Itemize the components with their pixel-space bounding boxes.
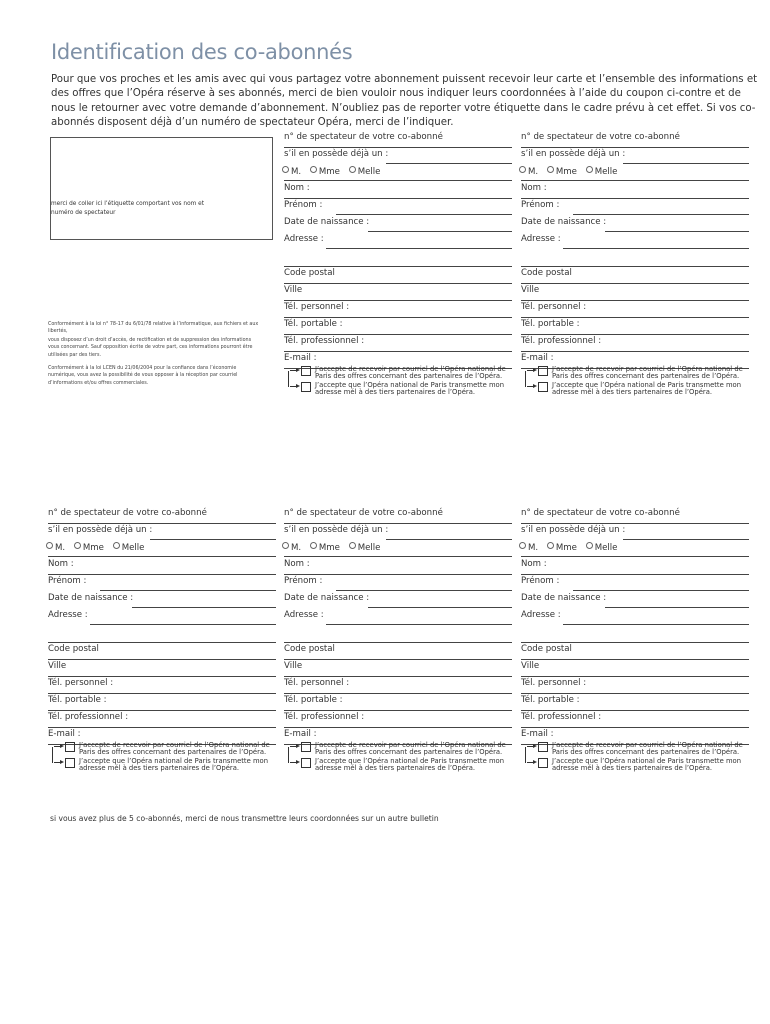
checkbox-offers[interactable] [301, 742, 311, 752]
prenom-field[interactable] [521, 198, 749, 215]
civility-underline [284, 542, 512, 557]
work-phone-label: Tél. professionnel : [521, 712, 602, 722]
civility-underline [521, 166, 749, 181]
spectator-number-field[interactable] [48, 523, 276, 540]
arrow-icon [527, 370, 535, 371]
consent-share-email[interactable] [52, 758, 276, 776]
mobile-phone-label: Tél. portable : [284, 695, 343, 705]
nom-field[interactable] [521, 557, 749, 575]
birthdate-field[interactable] [521, 215, 749, 232]
work-phone-label: Tél. professionnel : [284, 336, 365, 346]
consent-offers-text: J’accepte de recevoir par courriel de l’Opéra national de Paris des offres concernant des partenaires de l’Opéra. [315, 365, 506, 381]
address-line-2[interactable] [284, 625, 512, 643]
checkbox-share-email[interactable] [301, 382, 311, 392]
consent-offers-text: J’accepte de recevoir par courriel de l’Opéra national de Paris des offres concernant des partenaires de l’Opéra. [315, 741, 506, 757]
civility-underline [521, 542, 749, 557]
address-line-2[interactable] [521, 625, 749, 643]
spectator-number-row[interactable] [521, 506, 749, 524]
birthdate-label: Date de naissance : [521, 593, 607, 603]
address-field[interactable] [284, 608, 512, 625]
prenom-field[interactable] [48, 574, 276, 591]
prenom-field[interactable] [284, 198, 512, 215]
address-field[interactable] [521, 608, 749, 625]
arrow-icon [527, 746, 535, 747]
consent-share-email[interactable] [525, 758, 749, 776]
personal-phone-label: Tél. personnel : [48, 678, 114, 688]
birthdate-field[interactable] [48, 591, 276, 608]
city-field[interactable] [521, 283, 749, 301]
spectator-number-label: n° de spectateur de votre co-abonné [521, 132, 680, 142]
checkbox-share-email[interactable] [538, 382, 548, 392]
legal-paragraph: Conformément à la loi LCEN du 21/06/2004 pour la confiance dans l’économie numérique, vous avez la possibilité de vous opposer à la réception par courriel d’informations et/ou offres commerciales. [48, 366, 238, 386]
postal-code-field[interactable] [521, 642, 749, 660]
nom-field[interactable] [284, 181, 512, 199]
birthdate-label: Date de naissance : [284, 593, 370, 603]
label-box-instruction: merci de coller ici l’étiquette comportant vos nom et numéro de spectateur [51, 201, 204, 216]
arrow-icon [290, 370, 298, 371]
city-label: Ville [521, 285, 540, 295]
intro-paragraph: Pour que vos proches et les amis avec qui vous partagez votre abonnement puissent recevoir leur carte et l’ensemble des informations et des offres que l’Opéra réserve à ses abonnés, merci de bien vouloir nous indiquer leurs coordonnées à l’aide du coupon ci-contre et de nous le retourner avec votre demande d’abonnement. N’oubliez pas de reporter votre étiquette dans le cadre prévu à cet effet. Si vos co-abonnés disposent déjà d’un numéro de spectateur Opéra, merci de l’indiquer. [51, 74, 758, 129]
consent-share-text: J’accepte que l’Opéra national de Paris transmette mon adresse mél à des tiers partenaires de l’Opéra. [552, 757, 742, 773]
prenom-label: Prénom : [48, 576, 87, 586]
mobile-phone-field[interactable] [521, 693, 749, 711]
nom-label: Nom : [284, 183, 310, 193]
spectator-number-field[interactable] [521, 523, 749, 540]
civility-melle[interactable]: Melle [113, 542, 145, 553]
nom-field[interactable] [48, 557, 276, 575]
postal-code-label: Code postal [284, 268, 335, 278]
mobile-phone-field[interactable] [284, 317, 512, 335]
spectator-number-field[interactable] [521, 147, 749, 164]
nom-field[interactable] [284, 557, 512, 575]
civility-melle[interactable]: Melle [586, 166, 618, 177]
city-field[interactable] [284, 283, 512, 301]
consent-offers-text: J’accepte de recevoir par courriel de l’Opéra national de Paris des offres concernant des partenaires de l’Opéra. [552, 365, 743, 381]
mobile-phone-field[interactable] [48, 693, 276, 711]
postal-code-field[interactable] [284, 266, 512, 284]
address-label: Adresse : [521, 610, 561, 620]
civility-m[interactable]: M. [519, 166, 538, 177]
city-field[interactable] [284, 659, 512, 677]
mobile-phone-label: Tél. portable : [521, 695, 580, 705]
consent-offers-text: J’accepte de recevoir par courriel de l’Opéra national de Paris des offres concernant des partenaires de l’Opéra. [552, 741, 743, 757]
personal-phone-field[interactable] [48, 676, 276, 694]
possede-label: s’il en possède déjà un : [521, 149, 626, 159]
address-label: Adresse : [284, 610, 324, 620]
legal-notice [48, 321, 263, 393]
birthdate-field[interactable] [521, 591, 749, 608]
city-field[interactable] [521, 659, 749, 677]
spectator-number-label: n° de spectateur de votre co-abonné [48, 508, 207, 518]
consent-share-text: J’accepte que l’Opéra national de Paris transmette mon adresse mél à des tiers partenaires de l’Opéra. [79, 757, 269, 773]
spectator-number-label: n° de spectateur de votre co-abonné [284, 508, 443, 518]
personal-phone-label: Tél. personnel : [284, 678, 350, 688]
prenom-label: Prénom : [521, 576, 560, 586]
civility-mme[interactable]: Mme [310, 166, 340, 177]
spectator-number-label: n° de spectateur de votre co-abonné [284, 132, 443, 142]
email-label: E-mail : [284, 729, 317, 739]
arrow-icon [290, 762, 298, 763]
mobile-phone-label: Tél. portable : [48, 695, 107, 705]
work-phone-field[interactable] [48, 710, 276, 728]
spectator-number-field[interactable] [284, 147, 512, 164]
mobile-phone-label: Tél. portable : [521, 319, 580, 329]
mobile-phone-field[interactable] [521, 317, 749, 335]
spectator-number-row[interactable] [521, 130, 749, 148]
spectator-number-field[interactable] [284, 523, 512, 540]
address-line-2[interactable] [284, 249, 512, 267]
work-phone-field[interactable] [284, 710, 512, 728]
label-sticker-box[interactable] [50, 137, 273, 240]
checkbox-share-email[interactable] [65, 758, 75, 768]
civility-m[interactable]: M. [46, 542, 65, 553]
footer-note: si vous avez plus de 5 co-abonnés, merci de nous transmettre leurs coordonnées sur un autre bulletin [50, 814, 439, 823]
personal-phone-field[interactable] [521, 300, 749, 318]
possede-label: s’il en possède déjà un : [48, 525, 153, 535]
civility-mme[interactable]: Mme [310, 542, 340, 553]
consent-offers-text: J’accepte de recevoir par courriel de l’Opéra national de Paris des offres concernant des partenaires de l’Opéra. [79, 741, 270, 757]
arrow-icon [54, 746, 62, 747]
city-field[interactable] [48, 659, 276, 677]
email-label: E-mail : [521, 353, 554, 363]
consent-share-email[interactable] [288, 758, 512, 776]
address-label: Adresse : [48, 610, 88, 620]
postal-code-label: Code postal [521, 644, 572, 654]
postal-code-field[interactable] [284, 642, 512, 660]
checkbox-offers[interactable] [65, 742, 75, 752]
civility-melle[interactable]: Melle [586, 542, 618, 553]
civility-mme[interactable]: Mme [74, 542, 104, 553]
checkbox-share-email[interactable] [538, 758, 548, 768]
address-label: Adresse : [521, 234, 561, 244]
city-label: Ville [284, 285, 303, 295]
civility-melle[interactable]: Melle [349, 542, 381, 553]
spectator-number-row[interactable] [284, 130, 512, 148]
civility-m[interactable]: M. [282, 542, 301, 553]
consent-share-email[interactable] [288, 382, 512, 400]
postal-code-field[interactable] [48, 642, 276, 660]
email-label: E-mail : [48, 729, 81, 739]
work-phone-field[interactable] [284, 334, 512, 352]
spectator-number-row[interactable] [284, 506, 512, 524]
work-phone-field[interactable] [521, 710, 749, 728]
nom-label: Nom : [521, 559, 547, 569]
civility-mme[interactable]: Mme [547, 542, 577, 553]
address-line-2[interactable] [48, 625, 276, 643]
address-field[interactable] [48, 608, 276, 625]
civility-underline [48, 542, 276, 557]
address-line-2[interactable] [521, 249, 749, 267]
possede-label: s’il en possède déjà un : [284, 149, 389, 159]
civility-mme[interactable]: Mme [547, 166, 577, 177]
birthdate-field[interactable] [284, 591, 512, 608]
postal-code-field[interactable] [521, 266, 749, 284]
checkbox-offers[interactable] [538, 742, 548, 752]
arrow-icon [290, 386, 298, 387]
personal-phone-label: Tél. personnel : [284, 302, 350, 312]
legal-paragraph: vous disposez d’un droit d’accès, de rectification et de suppression des informations vous concernant. Sauf opposition écrite de votre part, ces informations pourront être utilisées par des tiers. [48, 337, 253, 358]
personal-phone-label: Tél. personnel : [521, 302, 587, 312]
work-phone-label: Tél. professionnel : [521, 336, 602, 346]
prenom-field[interactable] [521, 574, 749, 591]
nom-label: Nom : [284, 559, 310, 569]
address-field[interactable] [521, 232, 749, 249]
civility-m[interactable]: M. [519, 542, 538, 553]
city-label: Ville [284, 661, 303, 671]
legal-paragraph: Conformément à la loi n° 78-17 du 6/01/78 relative à l’informatique, aux fichiers et aux libertés, [48, 322, 259, 335]
email-label: E-mail : [521, 729, 554, 739]
city-label: Ville [521, 661, 540, 671]
personal-phone-field[interactable] [521, 676, 749, 694]
civility-underline [284, 166, 512, 181]
birthdate-label: Date de naissance : [284, 217, 370, 227]
possede-label: s’il en possède déjà un : [284, 525, 389, 535]
nom-label: Nom : [521, 183, 547, 193]
civility-m[interactable]: M. [282, 166, 301, 177]
city-label: Ville [48, 661, 67, 671]
personal-phone-field[interactable] [284, 300, 512, 318]
prenom-label: Prénom : [521, 200, 560, 210]
address-label: Adresse : [284, 234, 324, 244]
arrow-icon [527, 762, 535, 763]
consent-share-text: J’accepte que l’Opéra national de Paris transmette mon adresse mél à des tiers partenaires de l’Opéra. [552, 381, 742, 397]
checkbox-share-email[interactable] [301, 758, 311, 768]
checkbox-offers[interactable] [301, 366, 311, 376]
personal-phone-label: Tél. personnel : [521, 678, 587, 688]
civility-melle[interactable]: Melle [349, 166, 381, 177]
personal-phone-field[interactable] [284, 676, 512, 694]
birthdate-label: Date de naissance : [521, 217, 607, 227]
work-phone-field[interactable] [521, 334, 749, 352]
mobile-phone-field[interactable] [284, 693, 512, 711]
spectator-number-row[interactable] [48, 506, 276, 524]
birthdate-label: Date de naissance : [48, 593, 134, 603]
consent-share-email[interactable] [525, 382, 749, 400]
consent-share-text: J’accepte que l’Opéra national de Paris transmette mon adresse mél à des tiers partenaires de l’Opéra. [315, 757, 505, 773]
arrow-icon [54, 762, 62, 763]
arrow-icon [527, 386, 535, 387]
spectator-number-label: n° de spectateur de votre co-abonné [521, 508, 680, 518]
prenom-label: Prénom : [284, 200, 323, 210]
email-label: E-mail : [284, 353, 317, 363]
work-phone-label: Tél. professionnel : [48, 712, 129, 722]
consent-share-text: J’accepte que l’Opéra national de Paris transmette mon adresse mél à des tiers partenaires de l’Opéra. [315, 381, 505, 397]
arrow-icon [290, 746, 298, 747]
postal-code-label: Code postal [284, 644, 335, 654]
prenom-field[interactable] [284, 574, 512, 591]
mobile-phone-label: Tél. portable : [284, 319, 343, 329]
birthdate-field[interactable] [284, 215, 512, 232]
prenom-label: Prénom : [284, 576, 323, 586]
page-title: Identification des co-abonnés [51, 40, 353, 64]
address-field[interactable] [284, 232, 512, 249]
nom-field[interactable] [521, 181, 749, 199]
possede-label: s’il en possède déjà un : [521, 525, 626, 535]
postal-code-label: Code postal [48, 644, 99, 654]
work-phone-label: Tél. professionnel : [284, 712, 365, 722]
postal-code-label: Code postal [521, 268, 572, 278]
checkbox-offers[interactable] [538, 366, 548, 376]
nom-label: Nom : [48, 559, 74, 569]
